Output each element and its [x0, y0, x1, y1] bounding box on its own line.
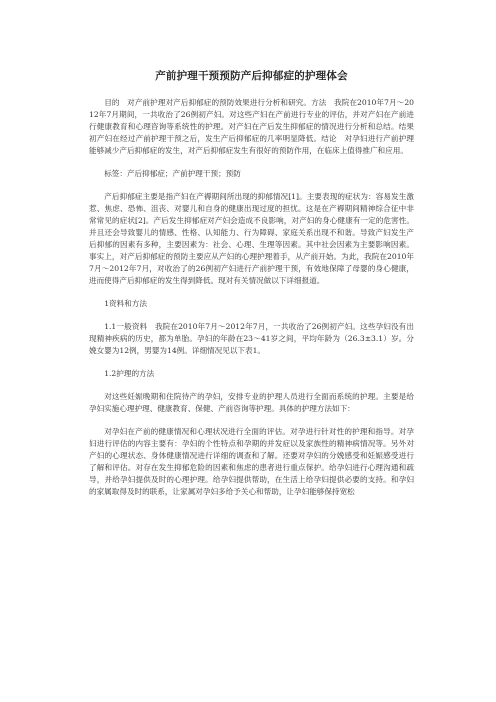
keywords-line: 标签：产后抑郁症；产前护理干预；预防 — [104, 169, 241, 178]
section-heading-materials-methods: 1资料和方法 — [104, 299, 147, 308]
nursing-methods-intro: 对这些妊娠晚期和住院待产的孕妇，安排专业的护理人员进行全面而系统的护理。主要是给孕妇实施心理护理、健康教育、保健、产前咨询等护理。具体的护理方法如下： — [89, 392, 414, 413]
nursing-methods-body: 对孕妇在产前的健康情况和心理状况进行全面的评估。对孕进行针对性的护理和指导。对孕妇进行评估的内容主要有：孕妇的个性特点和孕期的并发症以及家族性的精神病情况等。另外对产妇的心理状态、身体健康情况进行详细的调查和了解。还要对孕妇的分娩感受和妊娠感受进行了解和评估。对存在发生抑郁危险的因素和焦虑的患者进行重点保护。给孕妇进行心理沟通和疏导，并给孕妇提供及时的心理护理。给孕妇提供帮助，在生活上给孕妇提供必要的支持。和孕妇的家属取得及时的联系，让家属对孕妇多给予关心和帮助，让孕妇能够保持宽松 — [89, 427, 414, 496]
general-data-paragraph: 1.1一般资料 我院在2010年7月～2012年7月，一共收治了26例初产妇。这些孕妇没有出现精神疾病的历史，都为单胎。孕妇的年龄在23～41岁之间，平均年龄为（26.3±3.1）岁。分娩女婴为12例，男婴为14例。详细情况见以下表1。 — [89, 322, 414, 355]
section-heading-nursing-methods: 1.2护理的方法 — [104, 369, 155, 378]
article-title: 产前护理干预预防产后抑郁症的护理体会 — [155, 70, 348, 82]
intro-paragraph: 产后抑郁症主要是指产妇在产褥期间所出现的抑郁情况[1]。主要表现的症状为：容易发生激惹、焦虑、恐怖、沮丧、对婴儿和自身的健康出现过度的担忧。这是在产褥期间精神综合征中非常常见的症状[2]。产后发生抑郁症对产妇会造成不良影响，对产妇的身心健康有一定的危害性。并且还会导致婴儿的情感、性格、认知能力、行为障碍、家庭关系出现不和谐。导致产妇发生产后抑郁的因素有多种，主要因素为：社会、心理、生理等因素。其中社会因素为主要影响因素。事实上，对产后抑郁症的预防主要应从产妇的心理护理着手，从产前开始。为此，我院在2010年7月～2012年7月，对收治了的26例初产妇进行产前护理干预，有效地保障了母婴的身心健康，进而使得产后抑郁症的发生得到降低。现对有关情况做以下详细报道。 — [89, 192, 414, 285]
abstract-paragraph: 目的 对产前护理对产后抑郁症的预防效果进行分析和研究。方法 我院在2010年7月～2012年7月期间，一共收治了26例初产妇。对这些产妇在产前进行专业的评估，并对产妇在产前进行健康教育和心理咨询等系统性的护理。对产妇在产后发生抑郁症的情况进行分析和总结。结果 初产妇在经过产前护理干预之后，发生产后抑郁症的几率明显降低。结论 对孕妇进行产前护理能够减少产后抑郁症的发生，对产后抑郁症发生有很好的预防作用，在临床上值得推广和应用。 — [89, 98, 422, 155]
